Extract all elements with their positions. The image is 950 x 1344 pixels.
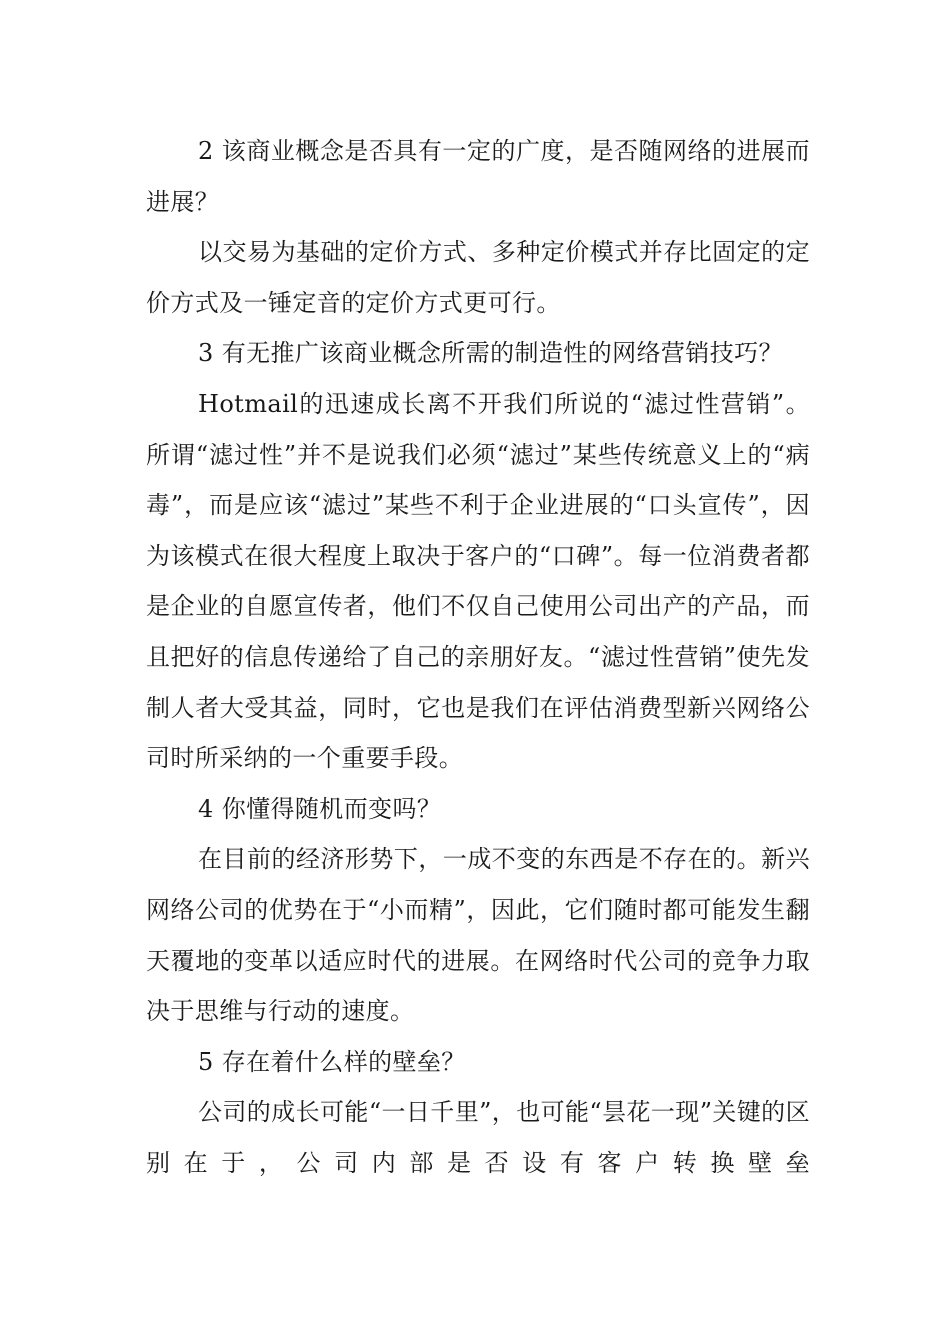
document-body bbox=[146, 126, 810, 1188]
paragraph-answer-3: Hotmail的迅速成长离不开我们所说的“滤过性营销”。所谓“滤过性”并不是说我们必须“滤过”某些传统意义上的“病毒”，而是应该“滤过”某些不利于企业进展的“口头宣传”，因为该模式在很大程度上取决于客户的“口碑”。每一位消费者都是企业的自愿宣传者，他们不仅自己使用公司出产的产品，而且把好的信息传递给了自己的亲朋好友。“滤过性营销”使先发制人者大受其益，同时，它也是我们在评估消费型新兴网络公司时所采纳的一个重要手段。 bbox=[146, 389, 810, 773]
paragraph-question-3: 3 有无推广该商业概念所需的制造性的网络营销技巧？ bbox=[198, 339, 783, 368]
paragraph-answer-2: 以交易为基础的定价方式、多种定价模式并存比固定的定价方式及一锤定音的定价方式更可行。 bbox=[146, 238, 810, 317]
paragraph-question-5: 5 存在着什么样的壁垒？ bbox=[198, 1047, 466, 1076]
paragraph-answer-5: 公司的成长可能“一日千里”，也可能“昙花一现”关键的区别在于，公司内部是否设有客户转换壁垒 bbox=[146, 1098, 810, 1177]
paragraph-question-2: 2 该商业概念是否具有一定的广度，是否随网络的进展而进展？ bbox=[146, 137, 810, 216]
paragraph-answer-4: 在目前的经济形势下，一成不变的东西是不存在的。新兴网络公司的优势在于“小而精”，因此，它们随时都可能发生翻天覆地的变革以适应时代的进展。在网络时代公司的竞争力取决于思维与行动的速度。 bbox=[146, 845, 810, 1026]
paragraph-question-4: 4 你懂得随机而变吗？ bbox=[198, 794, 442, 823]
